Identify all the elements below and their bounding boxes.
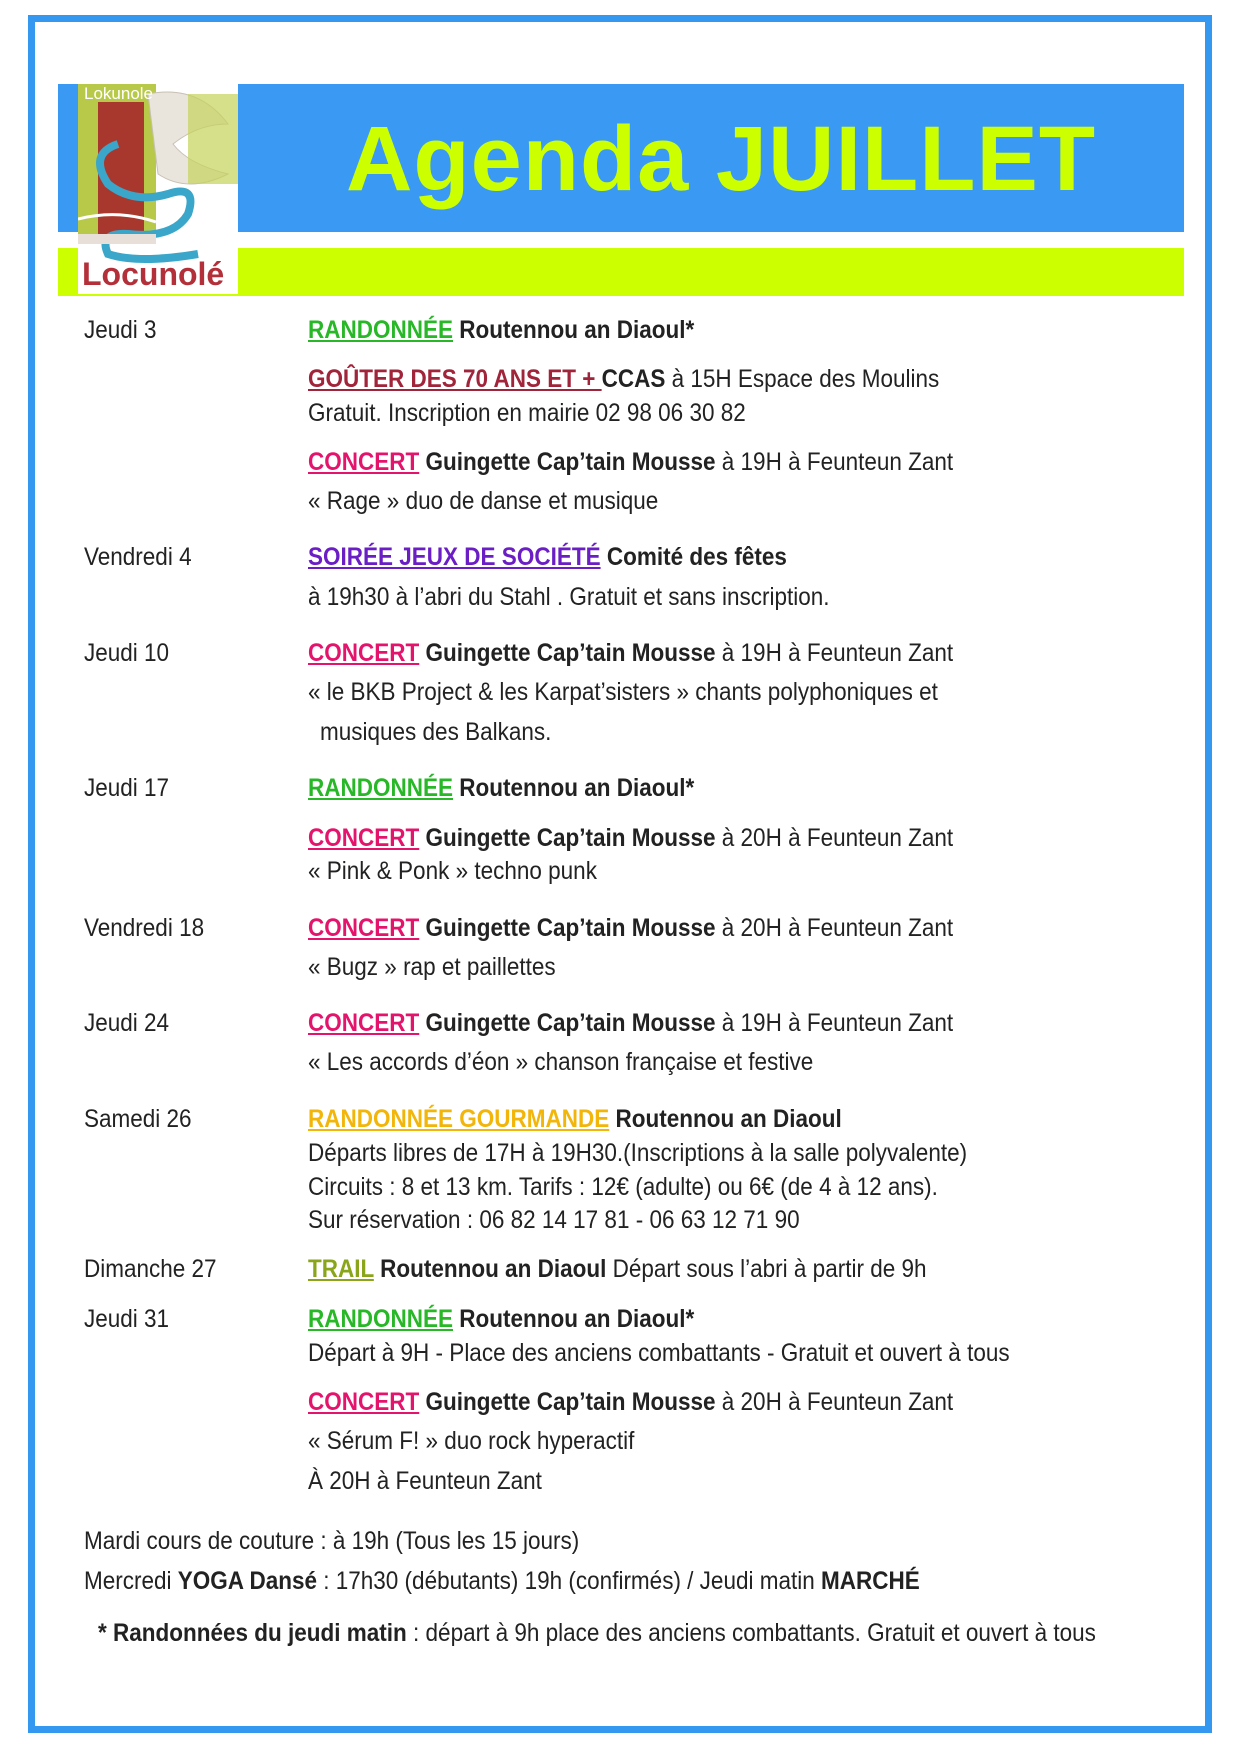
organizer: Comité des fêtes bbox=[600, 543, 787, 571]
logo-top-text: Lokunole bbox=[84, 84, 154, 103]
event-detail: à 19H à Feunteun Zant bbox=[715, 448, 954, 476]
category-concert: CONCERT bbox=[308, 448, 420, 476]
organizer: Guingette Cap’tain Mousse bbox=[419, 1388, 716, 1416]
event-detail: à 19H à Feunteun Zant bbox=[715, 1009, 954, 1037]
event-line bbox=[308, 911, 953, 945]
event-line bbox=[308, 313, 694, 347]
category-concert: CONCERT bbox=[308, 824, 420, 852]
organizer: Guingette Cap’tain Mousse bbox=[419, 639, 716, 667]
event-detail-line: musiques des Balkans. bbox=[320, 718, 552, 746]
event-line bbox=[308, 771, 694, 805]
category-concert: CONCERT bbox=[308, 914, 420, 942]
event-line bbox=[308, 636, 953, 670]
event-detail-line: « Rage » duo de danse et musique bbox=[308, 487, 659, 515]
day-label: Jeudi 3 bbox=[84, 316, 157, 344]
organizer: Routennou an Diaoul bbox=[609, 1105, 842, 1133]
day-label: Samedi 26 bbox=[84, 1105, 192, 1133]
page-title: Agenda JUILLET bbox=[345, 108, 1097, 210]
day-label: Dimanche 27 bbox=[84, 1255, 217, 1283]
organizer: Routennou an Diaoul* bbox=[453, 774, 695, 802]
organizer: Guingette Cap’tain Mousse bbox=[419, 914, 716, 942]
day-label: Jeudi 31 bbox=[84, 1305, 170, 1333]
event-line bbox=[308, 1252, 927, 1286]
footer-couture: Mardi cours de couture : à 19h (Tous les 15 jours) bbox=[84, 1527, 580, 1555]
footer-yoga bbox=[84, 1564, 920, 1598]
category-jeux: SOIRÉE JEUX DE SOCIÉTÉ bbox=[308, 543, 601, 571]
event-detail-line: « le BKB Project & les Karpat’sisters » chants polyphoniques et bbox=[308, 678, 938, 706]
event-line bbox=[308, 1385, 953, 1419]
category-rando: RANDONNÉE bbox=[308, 316, 454, 344]
event-detail-line: Départs libres de 17H à 19H30.(Inscriptions à la salle polyvalente) bbox=[308, 1139, 968, 1167]
locunole-logo bbox=[78, 84, 238, 294]
category-rando-gourmande: RANDONNÉE GOURMANDE bbox=[308, 1105, 610, 1133]
event-line bbox=[308, 1102, 842, 1136]
category-trail: TRAIL bbox=[308, 1255, 374, 1283]
category-concert: CONCERT bbox=[308, 1388, 420, 1416]
event-detail-line: Gratuit. Inscription en mairie 02 98 06 30 82 bbox=[308, 399, 746, 427]
yoga-label: YOGA Dansé bbox=[177, 1567, 317, 1595]
organizer: Guingette Cap’tain Mousse bbox=[419, 448, 716, 476]
day-label: Vendredi 18 bbox=[84, 914, 205, 942]
event-detail: à 20H à Feunteun Zant bbox=[715, 824, 954, 852]
event-detail: à 15H Espace des Moulins bbox=[665, 365, 940, 393]
note-text: : départ à 9h place des anciens combattants. Gratuit et ouvert à tous bbox=[406, 1619, 1096, 1647]
organizer: Routennou an Diaoul* bbox=[453, 1305, 695, 1333]
day-label: Jeudi 24 bbox=[84, 1009, 170, 1037]
organizer: Routennou an Diaoul bbox=[373, 1255, 607, 1283]
note-bold: * Randonnées du jeudi matin bbox=[98, 1619, 407, 1647]
category-gouter: GOÛTER DES 70 ANS ET + bbox=[308, 365, 602, 393]
event-detail: à 19H à Feunteun Zant bbox=[715, 639, 954, 667]
organizer: CCAS bbox=[601, 365, 666, 393]
event-detail: à 20H à Feunteun Zant bbox=[715, 1388, 954, 1416]
footer-text: Mercredi bbox=[84, 1567, 178, 1595]
day-label: Vendredi 4 bbox=[84, 543, 192, 571]
organizer: Routennou an Diaoul* bbox=[453, 316, 695, 344]
event-detail-line: à 19h30 à l’abri du Stahl . Gratuit et sans inscription. bbox=[308, 583, 830, 611]
event-line bbox=[308, 1006, 953, 1040]
category-concert: CONCERT bbox=[308, 639, 420, 667]
marche-label: MARCHÉ bbox=[821, 1567, 920, 1595]
event-detail-line: Départ à 9H - Place des anciens combattants - Gratuit et ouvert à tous bbox=[308, 1339, 1010, 1367]
event-line bbox=[308, 540, 787, 574]
event-detail-line: « Bugz » rap et paillettes bbox=[308, 953, 556, 981]
event-line bbox=[308, 1302, 694, 1336]
footer-text: : 17h30 (débutants) 19h (confirmés) / Jeudi matin bbox=[316, 1567, 822, 1595]
header bbox=[58, 84, 1184, 296]
event-detail: Départ sous l’abri à partir de 9h bbox=[606, 1255, 927, 1283]
event-detail-line: « Sérum F! » duo rock hyperactif bbox=[308, 1427, 635, 1455]
event-line bbox=[308, 445, 953, 479]
event-detail-line: Sur réservation : 06 82 14 17 81 - 06 63 12 71 90 bbox=[308, 1206, 800, 1234]
category-rando: RANDONNÉE bbox=[308, 774, 454, 802]
event-line bbox=[308, 821, 953, 855]
event-detail-line: « Pink & Ponk » techno punk bbox=[308, 857, 597, 885]
event-detail: à 20H à Feunteun Zant bbox=[715, 914, 954, 942]
category-concert: CONCERT bbox=[308, 1009, 420, 1037]
organizer: Guingette Cap’tain Mousse bbox=[419, 1009, 716, 1037]
event-detail-line: « Les accords d’éon » chanson française et festive bbox=[308, 1048, 814, 1076]
day-label: Jeudi 10 bbox=[84, 639, 170, 667]
day-label: Jeudi 17 bbox=[84, 774, 170, 802]
event-detail-line: À 20H à Feunteun Zant bbox=[308, 1467, 542, 1495]
event-line bbox=[308, 362, 939, 396]
category-rando: RANDONNÉE bbox=[308, 1305, 454, 1333]
logo-name: Locunolé bbox=[82, 256, 225, 292]
footer-note bbox=[98, 1616, 1096, 1650]
organizer: Guingette Cap’tain Mousse bbox=[419, 824, 716, 852]
event-detail-line: Circuits : 8 et 13 km. Tarifs : 12€ (adulte) ou 6€ (de 4 à 12 ans). bbox=[308, 1173, 938, 1201]
